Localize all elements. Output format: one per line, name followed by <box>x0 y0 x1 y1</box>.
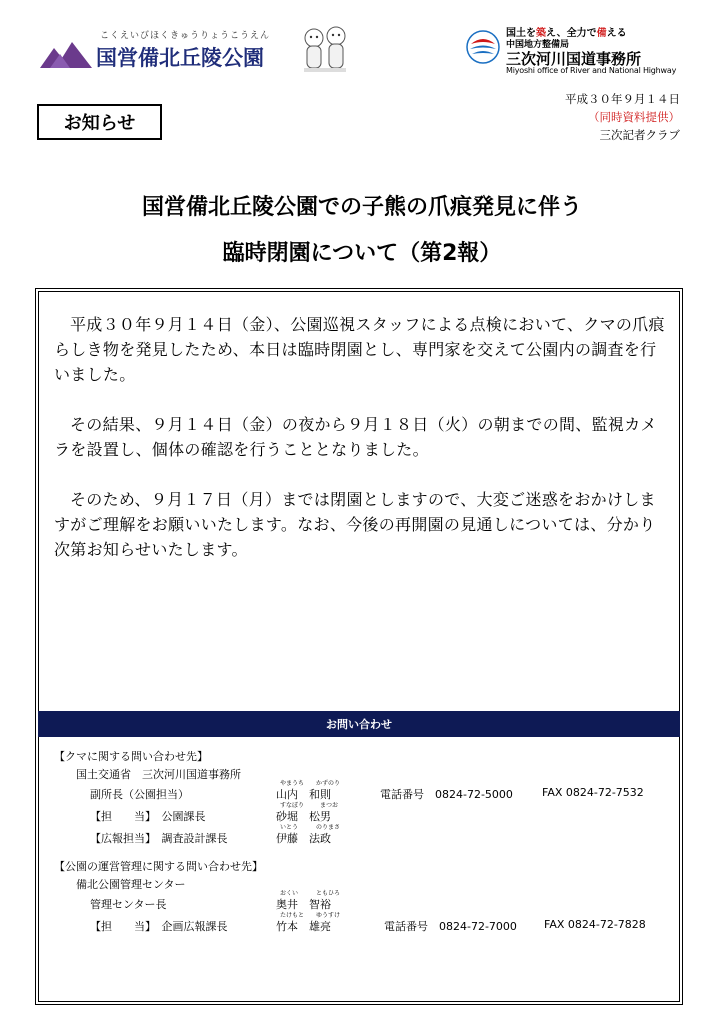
contact-tel: 電話番号 0824-72-5000 <box>380 788 513 801</box>
mlit-emblem-icon <box>466 30 500 64</box>
contact-name: 奥井 智裕 <box>276 898 331 911</box>
mlit-office-name: 三次河川国道事務所 <box>506 50 642 68</box>
announcement-body <box>54 312 670 587</box>
distribution-note: （同時資料提供） <box>588 110 680 124</box>
name-ruby: ともひろ <box>316 890 341 897</box>
contact-role: 【広報担当】 調査設計課長 <box>90 832 228 845</box>
mlit-bureau: 中国地方整備局 <box>506 40 570 50</box>
name-ruby: おくい <box>280 890 299 897</box>
contact-role: 副所長（公園担当） <box>90 788 189 801</box>
name-ruby: かずのり <box>316 780 341 787</box>
name-ruby: ゆうすけ <box>316 912 341 919</box>
contact-role: 【担 当】 公園課長 <box>90 810 206 823</box>
contact-name: 山内 和則 <box>276 788 331 801</box>
contact-header: お問い合わせ <box>38 711 680 737</box>
mountain-logo-icon <box>40 38 92 70</box>
park-furigana: こくえいびほくきゅうりょうこうえん <box>100 31 271 41</box>
paragraph-1: 平成３０年９月１４日（金）、公園巡視スタッフによる点検において、クマの爪痕らしき物を発見したため、本日は臨時閉園とし、専門家を交えて公園内の調査を行いました。 <box>54 315 665 384</box>
mlit-slogan: 国土を築え、全力で備える <box>506 28 627 39</box>
name-ruby: いとう <box>280 824 299 831</box>
contact-name: 竹本 雄亮 <box>276 920 331 933</box>
park-logo <box>40 28 300 78</box>
section2-title: 【公園の運営管理に関する問い合わせ先】 <box>54 860 263 873</box>
press-club: 三次記者クラブ <box>599 128 680 142</box>
mascot-characters-icon <box>298 24 352 76</box>
park-name: 国営備北丘陵公園 <box>96 46 264 70</box>
notice-label: お知らせ <box>37 104 162 140</box>
paragraph-3: そのため、９月１７日（月）までは閉園としますので、大変ご迷惑をおかけしますがご理解をお願いいたします。なお、今後の再開園の見通しについては、分かり次第お知らせいたします。 <box>54 490 656 559</box>
section1-org: 国土交通省 三次河川国道事務所 <box>76 768 241 781</box>
page-title-line-1: 国営備北丘陵公園での子熊の爪痕発見に伴う <box>141 195 582 220</box>
release-date: 平成３０年９月１４日 <box>565 92 680 106</box>
paragraph-2: その結果、９月１４日（金）の夜から９月１８日（火）の朝までの間、監視カメラを設置し、個体の確認を行うこととなりました。 <box>54 415 657 459</box>
contact-tel: 電話番号 0824-72-7000 <box>384 920 517 933</box>
section1-title: 【クマに関する問い合わせ先】 <box>54 750 208 763</box>
page-title-line-2: 臨時閉園について（第2報） <box>222 241 502 266</box>
name-ruby: まつお <box>320 802 339 809</box>
mlit-office-english: Miyoshi office of River and National Highway <box>506 66 677 75</box>
name-ruby: すなぼり <box>280 802 305 809</box>
contact-fax: FAX 0824-72-7828 <box>544 918 646 931</box>
mlit-logo <box>466 24 696 80</box>
contact-fax: FAX 0824-72-7532 <box>542 786 644 799</box>
name-ruby: のりまさ <box>316 824 341 831</box>
name-ruby: たけもと <box>280 912 305 919</box>
section2-org: 備北公園管理センター <box>76 878 186 891</box>
contact-role: 管理センター長 <box>90 898 167 911</box>
contact-role: 【担 当】 企画広報課長 <box>90 920 228 933</box>
name-ruby: やまうち <box>280 780 305 787</box>
date-block <box>565 90 680 144</box>
contact-name: 砂堀 松男 <box>276 810 331 823</box>
contact-name: 伊藤 法政 <box>276 832 331 845</box>
